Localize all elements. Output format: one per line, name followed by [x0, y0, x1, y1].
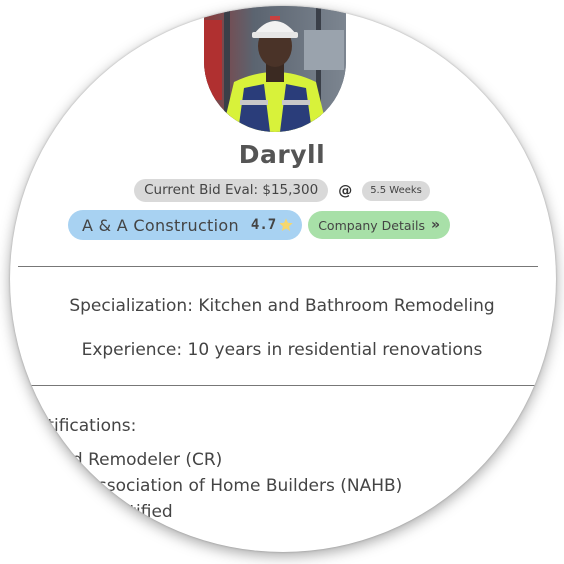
current-bid-badge: Current Bid Eval: $15,300 — [134, 179, 328, 202]
company-badge — [68, 210, 302, 240]
company-row — [68, 210, 450, 240]
profile-card — [10, 6, 556, 552]
specialization-text: Specialization: Kitchen and Bathroom Remodeling — [69, 296, 495, 316]
bid-row — [10, 179, 556, 202]
double-chevron-right-icon: » — [430, 217, 441, 233]
divider-bottom — [18, 385, 538, 386]
worker-photo — [204, 6, 346, 132]
certifications-title: Certifications: — [18, 416, 137, 436]
avatar — [204, 6, 346, 132]
experience-text: Experience: 10 years in residential renovations — [81, 340, 483, 360]
duration-badge: 5.5 Weeks — [362, 181, 430, 201]
certification-item: Lead-Safe Certified — [10, 502, 173, 522]
certification-item: National Association of Home Builders (NAHB) — [10, 476, 403, 496]
profile-name: Daryll — [238, 140, 326, 169]
star-icon — [278, 217, 294, 233]
company-rating: 4.7 — [250, 217, 277, 233]
divider-top — [18, 266, 538, 267]
certification-item: Certified Remodeler (CR) — [10, 450, 223, 470]
company-details-label: Company Details — [318, 217, 425, 233]
at-symbol: @ — [338, 182, 353, 199]
company-name: A & A Construction — [82, 215, 239, 235]
certifications-list — [10, 448, 402, 526]
profile-card-content — [10, 6, 556, 552]
company-details-button[interactable] — [308, 211, 450, 239]
